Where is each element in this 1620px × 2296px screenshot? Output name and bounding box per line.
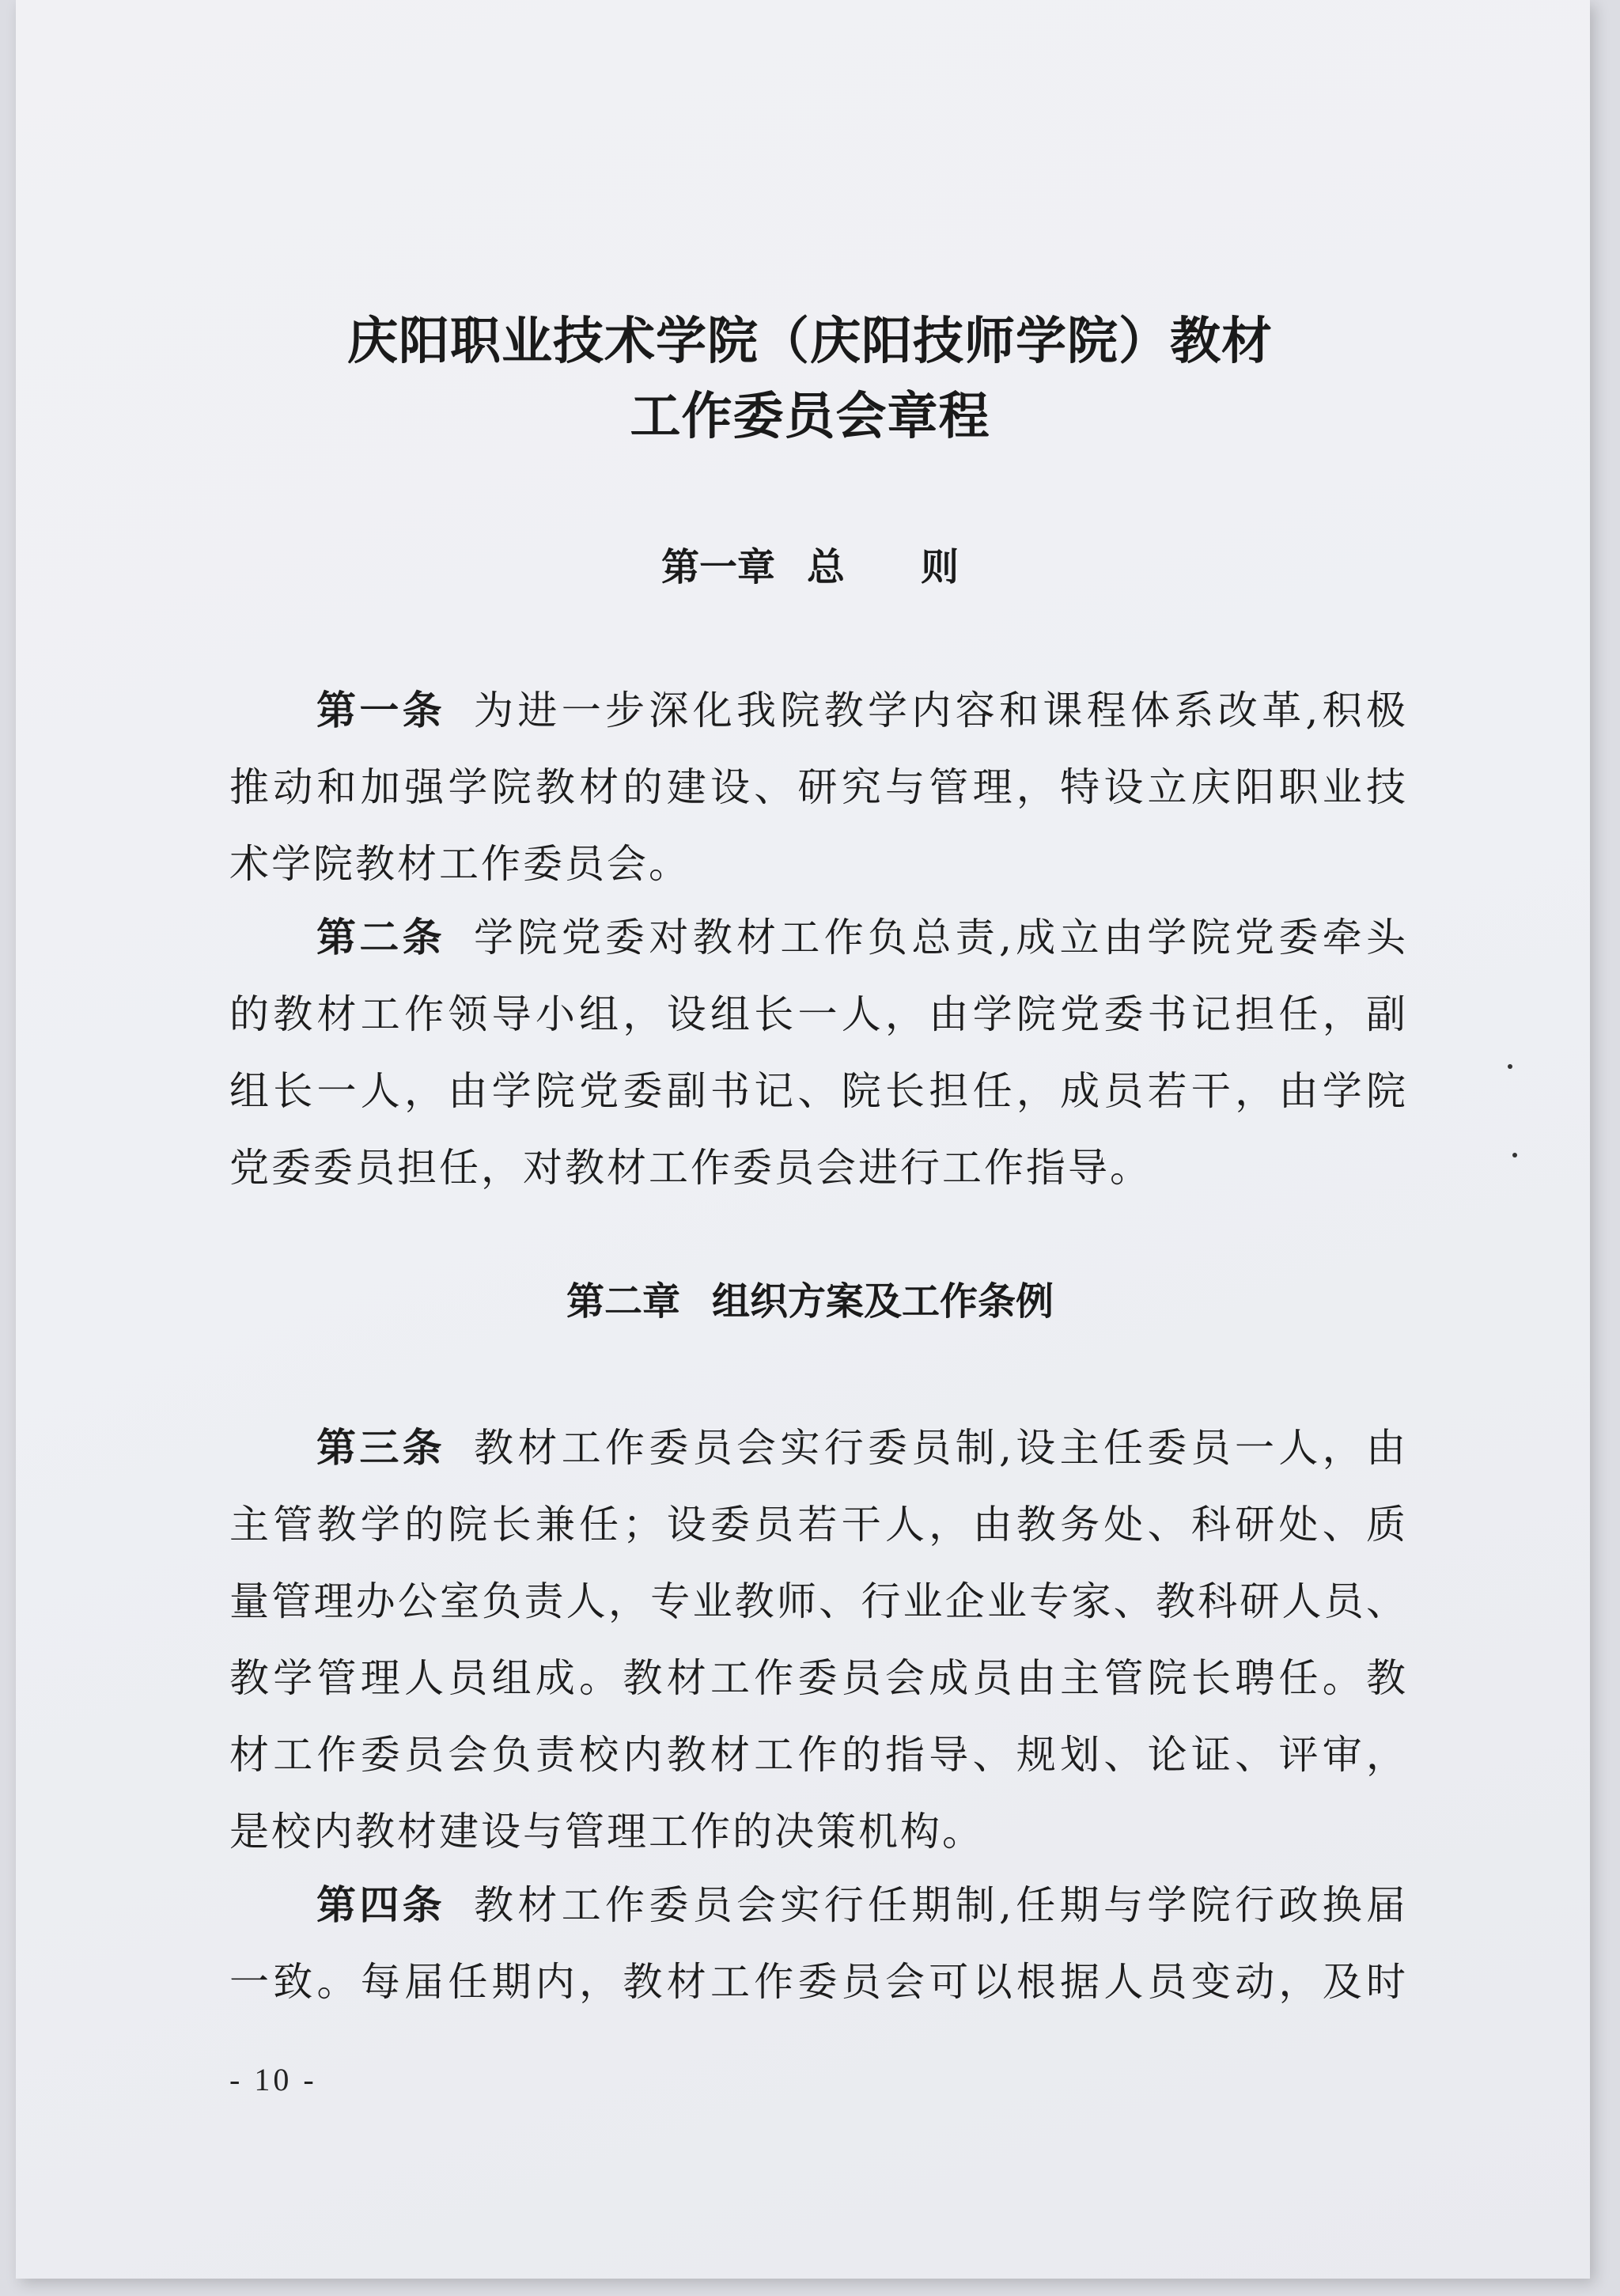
chapter-1-heading [0, 536, 1620, 591]
article-2-line-1: 第二条 学院党委对教材工作负总责,成立由学院党委牵头 [316, 915, 1408, 960]
chapter-1-number: 第一章 [660, 545, 775, 589]
article-1-line-2: 推动和加强学院教材的建设、研究与管理，特设立庆阳职业技 [229, 764, 1408, 810]
article-3-label: 第三条 [316, 1425, 446, 1471]
article-3-line-1: 第三条 教材工作委员会实行委员制,设主任委员一人，由 [316, 1425, 1408, 1471]
article-3-line-3: 量管理办公室负责人，专业教师、行业企业专家、教科研人员、 [229, 1578, 1408, 1624]
article-1-label: 第一条 [316, 688, 446, 733]
article-4-line-2: 一致。每届任期内，教材工作委员会可以根据人员变动，及时 [229, 1959, 1408, 2005]
document-title-line-2: 工作委员会章程 [630, 387, 990, 446]
chapter-2-number: 第二章 [566, 1279, 680, 1324]
article-1-line-3: 术学院教材工作委员会。 [229, 841, 691, 887]
document-title-line-1: 庆阳职业技术学院（庆阳技师学院）教材 [347, 312, 1273, 371]
article-4-label: 第四条 [316, 1882, 446, 1928]
article-3-line-2: 主管教学的院长兼任；设委员若干人，由教务处、科研处、质 [229, 1502, 1408, 1548]
article-3-line-6: 是校内教材建设与管理工作的决策机构。 [229, 1809, 984, 1855]
article-2-line-3: 组长一人，由学院党委副书记、院长担任，成员若干，由学院 [229, 1068, 1408, 1114]
page-number: - 10 - [229, 2062, 317, 2097]
chapter-2-heading [0, 1271, 1620, 1325]
chapter-1-title: 总 则 [807, 545, 960, 589]
article-1-line-1: 第一条 为进一步深化我院教学内容和课程体系改革,积极 [316, 688, 1408, 733]
article-2-label: 第二条 [316, 915, 446, 960]
scan-speck [1508, 1064, 1512, 1069]
chapter-2-title: 组织方案及工作条例 [712, 1279, 1054, 1324]
article-4-line-1: 第四条 教材工作委员会实行任期制,任期与学院行政换届 [316, 1882, 1408, 1928]
article-3-line-5: 材工作委员会负责校内教材工作的指导、规划、论证、评审， [229, 1732, 1408, 1778]
scan-speck [1512, 1153, 1517, 1157]
article-3-line-4: 教学管理人员组成。教材工作委员会成员由主管院长聘任。教 [229, 1655, 1408, 1701]
article-2-line-4: 党委委员担任，对教材工作委员会进行工作指导。 [229, 1145, 1152, 1191]
article-2-line-2: 的教材工作领导小组，设组长一人，由学院党委书记担任，副 [229, 991, 1408, 1037]
